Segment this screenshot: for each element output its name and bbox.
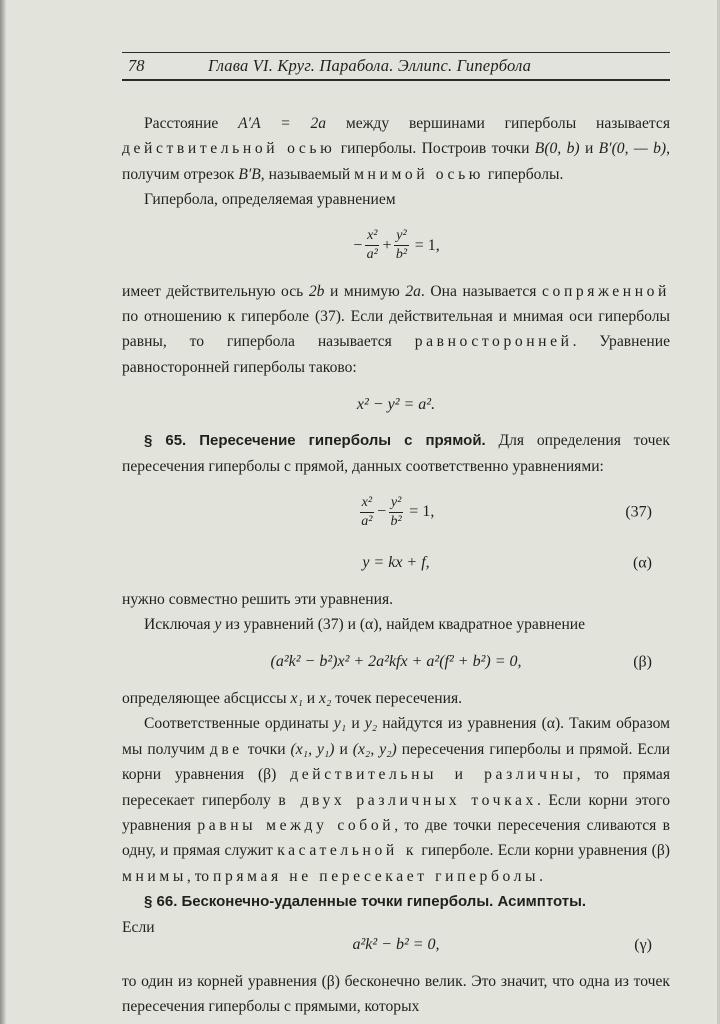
equation-gamma: a²k² − b² = 0, (γ) [122, 927, 670, 963]
running-header [122, 53, 670, 79]
emphasis-spaced: мнимой осью [354, 165, 485, 183]
section-66 [122, 889, 670, 914]
header-bottom-rule [122, 79, 670, 81]
math-inline: B′B [238, 165, 261, 183]
fraction: $\frac{\text{y²}}{\text{b²}}$ [395, 228, 408, 263]
math-inline: B′(0, — b) [598, 140, 667, 158]
running-title: Глава VI. Круг. Парабола. Эллипс. Гипербола [208, 56, 532, 75]
page-number: 78 [128, 56, 145, 75]
page-left-edge-shadow [0, 0, 6, 1024]
paragraph-conjugate-definition: имеет действительную ось 2b и мнимую 2a. Она называется сопряженной по отношению к гиперболе (37). Если действительная и мнимая оси гиперболы равны, то гипербола называется равносторонней. Уравнение равносторонней гиперболы таково: [122, 282, 670, 376]
emphasis-spaced: прямая не пересекает гиперболы [213, 867, 540, 885]
paragraph-real-axis: Расстояние A′A = 2a между вершинами гиперболы называется действительной осью гиперболы. Построив точки B(0, b) и B′(0, — b), получим отрезок B′B, называемый мнимой осью гиперболы. [122, 115, 670, 183]
equation-equilateral-hyperbola: x² − y² = a². [356, 395, 436, 413]
section-65: § 65. Пересечение гиперболы с прямой. Для определения точек пересечения гиперболы с прямой, данных соответственно уравнениями: [122, 432, 670, 475]
emphasis-spaced: действительной осью [122, 140, 336, 158]
paragraph-intersection-cases: Соответственные ординаты y₁ и y₂ найдутся из уравнения (α). Таким образом мы получим две точки (x₁, y₁) и (x₂, y₂) пересечения гиперболы и прямой. Если корни уравнения (β) действительны и различны, то прямая пересекает гиперболу в двух различных точках. Если корни этого уравнения равны между собой, то две точки пересечения сливаются в одну, и прямая служит касательной к гиперболе. Если корни уравнения (β) мнимы, то прямая не пересекает гиперболы. [122, 715, 671, 885]
math-inline: B(0, b) [534, 140, 580, 158]
fraction: $\frac{\text{x²}}{\text{a²}}$ [366, 228, 378, 263]
equation-conjugate-hyperbola: − $\frac{\text{x²}}{\text{a²}}$ + $\frac{\text{y²}}{\text{b²}}$ = 1, [352, 228, 440, 263]
equation-37: $\frac{\text{x²}}{\text{a²}}$ − $\frac{\text{y²}}{\text{b²}}$ = 1, (37) [361, 494, 652, 529]
math-inline: A′A = 2a [238, 115, 327, 132]
equation-number: (37) [625, 503, 652, 521]
paragraph-abscissas: определяющее абсциссы x₁ и x₂ точек пересечения. [122, 689, 463, 707]
paragraph-solve: нужно совместно решить эти уравнения. [122, 591, 394, 609]
section-heading: § 66. Бесконечно-удаленные точки гиперболы. Асимптоты. [144, 893, 587, 911]
emphasis-spaced: касательной к [277, 842, 417, 860]
equation-number: (γ) [634, 935, 652, 953]
page-body [122, 111, 670, 1019]
paragraph-eliminate-y: Исключая y из уравнений (37) и (α), найдем квадратное уравнение [144, 616, 586, 634]
fraction: $\frac{\text{x²}}{\text{a²}}$ [361, 494, 373, 529]
paragraph-infinite-root: то один из корней уравнения (β) бесконечно велик. Это значит, что одна из точек пересечения гиперболы с прямыми, которых [122, 972, 670, 1015]
emphasis-spaced: равны между собой [197, 816, 395, 834]
emphasis-spaced: действительны и различны [290, 766, 577, 784]
paragraph-conjugate-intro: Гипербола, определяемая уравнением [144, 191, 396, 209]
emphasis-spaced: в двух различных точках [278, 791, 537, 809]
equation-alpha: y = kx + f, (α) [122, 545, 670, 581]
emphasis-spaced: мнимы [122, 867, 187, 885]
emphasis-spaced: сопряженной [542, 282, 670, 300]
section-heading: § 65. Пересечение гиперболы с прямой. [144, 432, 486, 450]
emphasis-spaced: две [209, 740, 243, 758]
equation-number: (β) [633, 653, 652, 671]
equation-beta: (a²k² − b²)x² + 2a²kfx + a²(f² + b²) = 0, (β) [122, 644, 670, 680]
section-66-lead: Если [122, 918, 155, 936]
emphasis-spaced: равносторонней [414, 333, 573, 351]
fraction: $\frac{\text{y²}}{\text{b²}}$ [390, 494, 402, 529]
equation-number: (α) [632, 554, 652, 572]
book-page [122, 52, 670, 1019]
